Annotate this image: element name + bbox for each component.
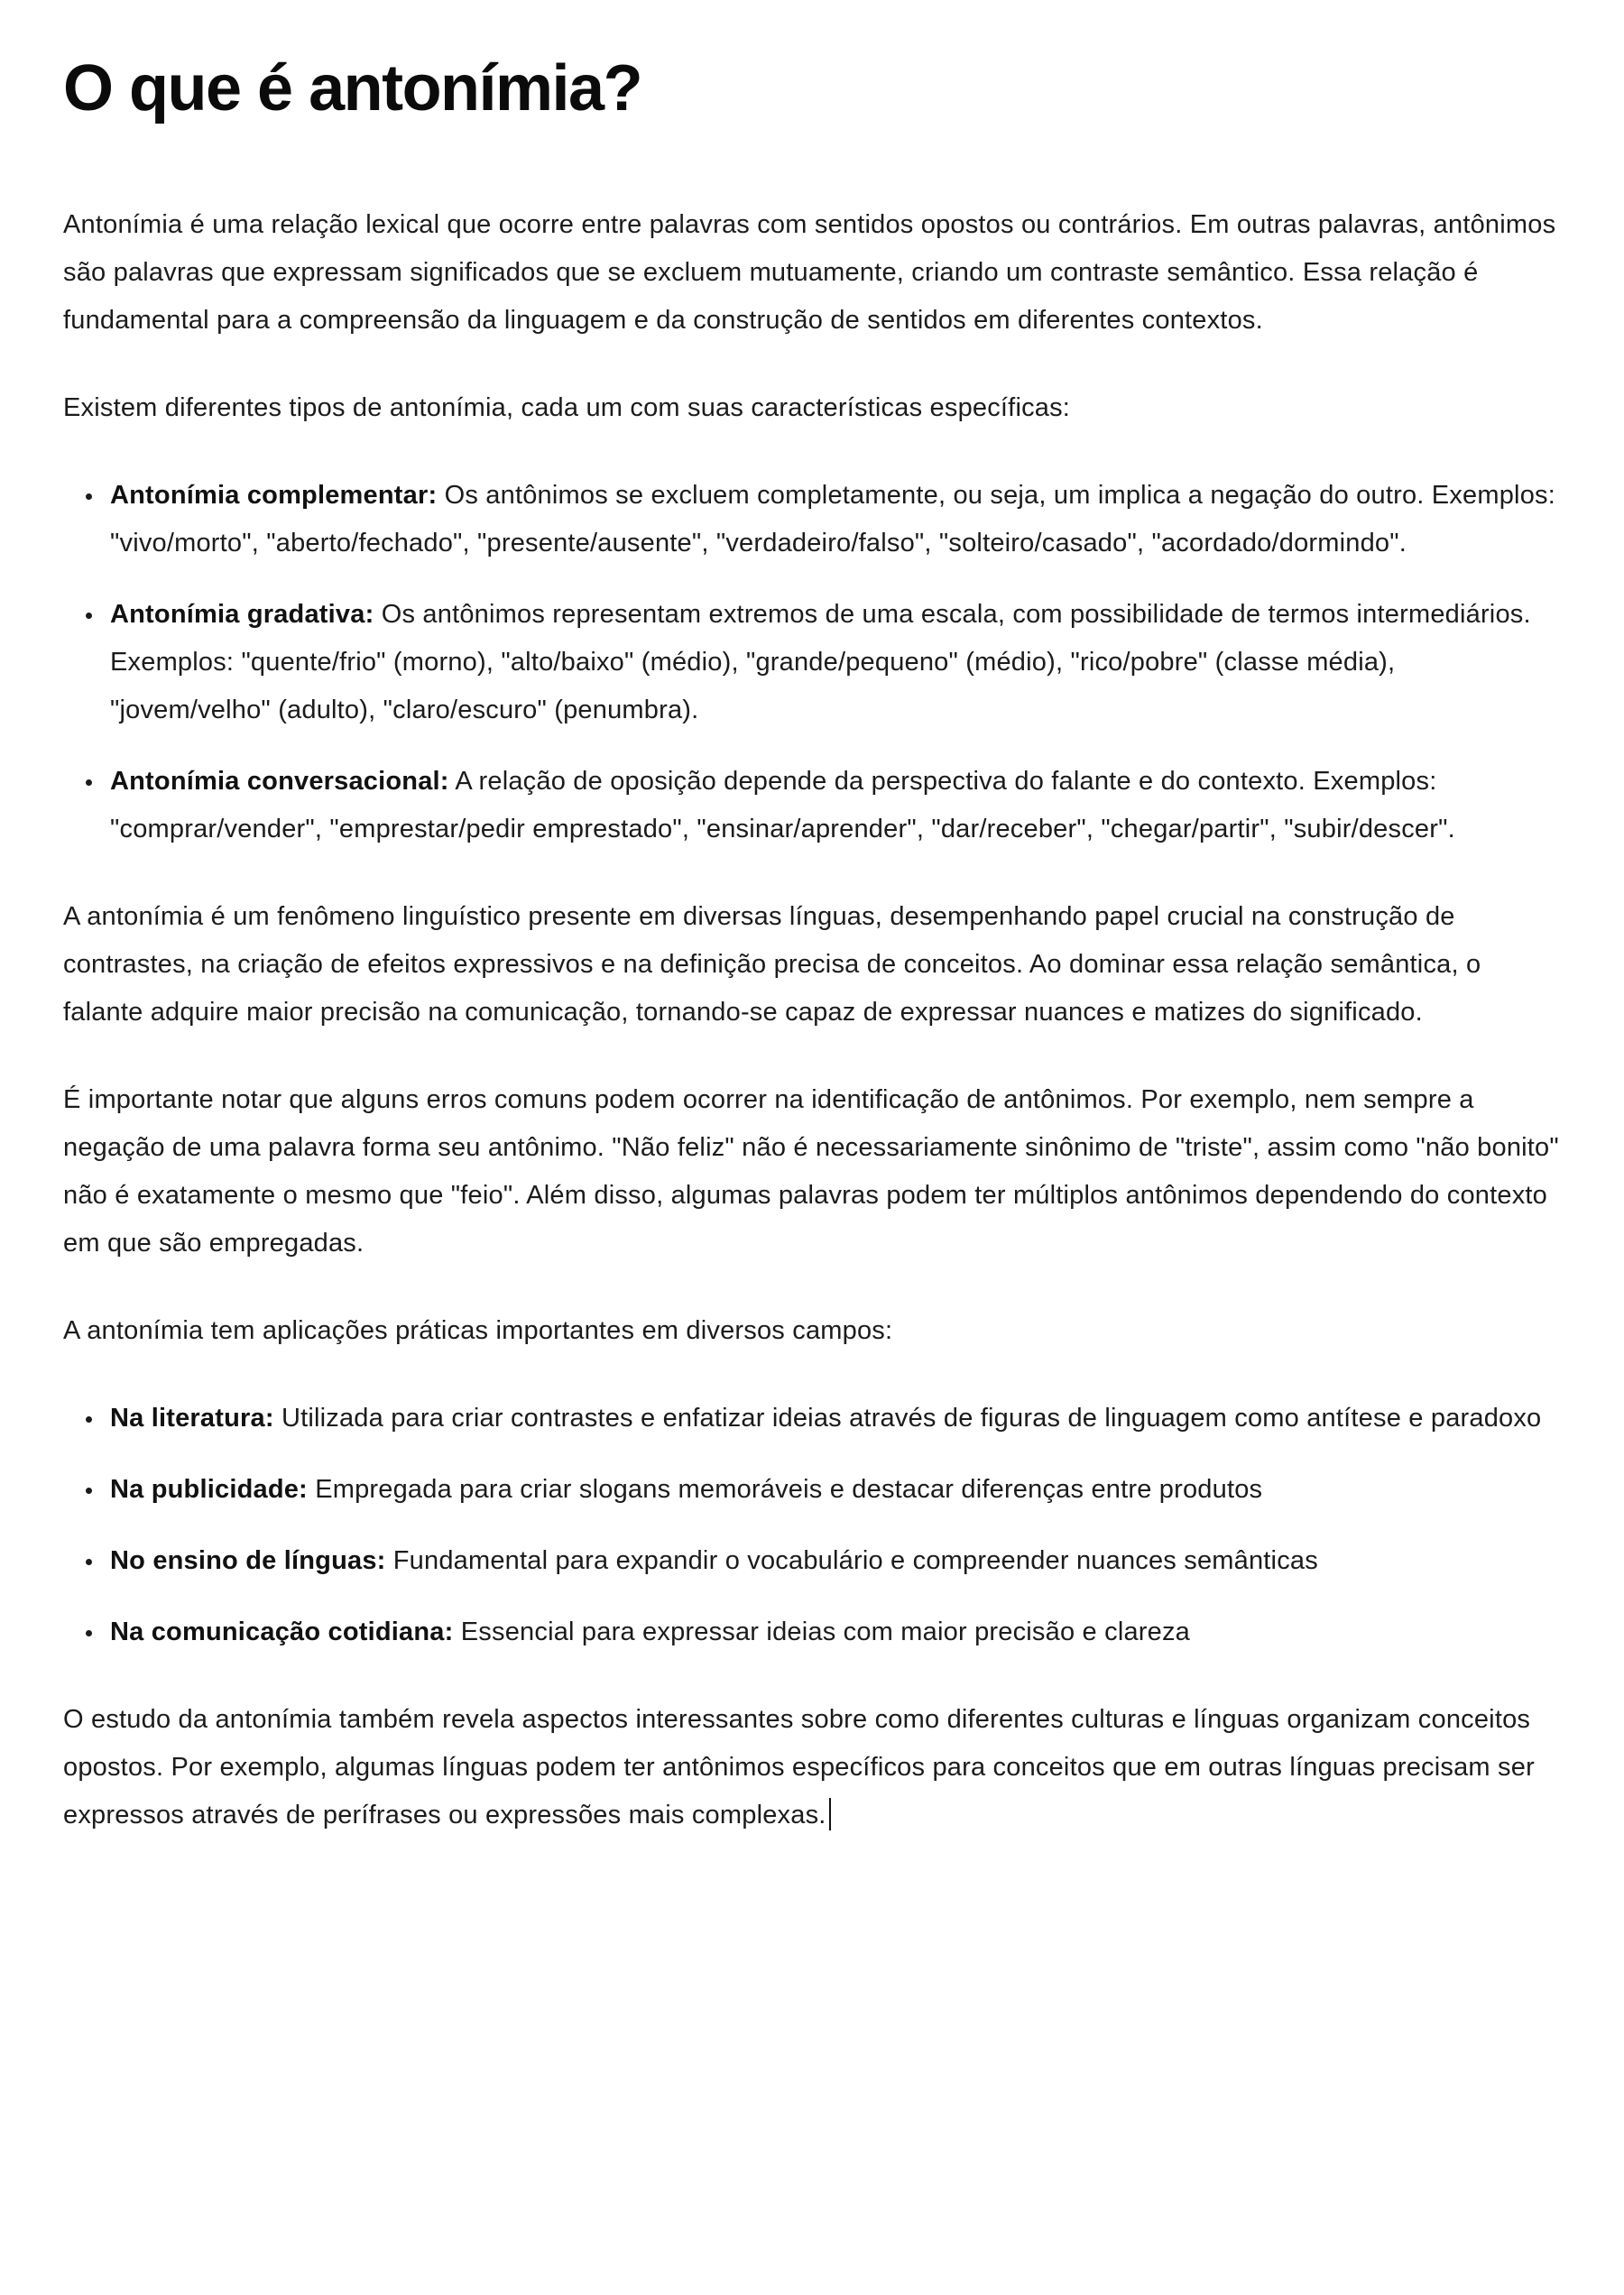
list-term: Antonímia conversacional: [110,766,449,796]
closing-paragraph[interactable] [63,1696,1561,1839]
closing-text: O estudo da antonímia também revela aspectos interessantes sobre como diferentes culturas e línguas organizam conceitos opostos. Por exemplo, algumas línguas podem ter antônimos específicos para conceitos que em outras línguas precisam ser expressos através de perífrases ou expressões mais complexas. [63,1704,1535,1830]
list-item-publicidade[interactable] [105,1466,1561,1514]
list-desc: Os antônimos representam extremos de uma escala, com possibilidade de termos intermediários. Exemplos: "quente/frio" (morno), "alto/baixo" (médio), "grande/pequeno" (médio), "rico/pobre" (classe média), "jovem/velho" (adulto), "claro/escuro" (penumbra). [110,599,1531,724]
list-desc: Empregada para criar slogans memoráveis e destacar diferenças entre produtos [315,1474,1263,1504]
applications-lead-paragraph[interactable]: A antonímia tem aplicações práticas importantes em diversos campos: [63,1315,893,1345]
list-item-ensino-linguas[interactable] [105,1537,1561,1585]
list-term: No ensino de línguas: [110,1545,386,1575]
antonymy-types-list [63,472,1561,853]
list-item-literatura[interactable] [105,1395,1561,1442]
list-term: Antonímia gradativa: [110,599,374,629]
list-desc: Utilizada para criar contrastes e enfatizar ideias através de figuras de linguagem como antítese e paradoxo [281,1403,1542,1433]
list-desc: A relação de oposição depende da perspectiva do falante e do contexto. Exemplos: "comprar/vender", "emprestar/pedir emprestado", "ensinar/aprender", "dar/receber", "chegar/partir", "subir/descer". [110,766,1455,843]
list-term: Antonímia complementar: [110,480,438,510]
phenomenon-paragraph[interactable]: A antonímia é um fenômeno linguístico presente em diversas línguas, desempenhando papel crucial na construção de contrastes, na criação de efeitos expressivos e na definição precisa de conceitos. Ao dominar essa relação semântica, o falante adquire maior precisão na comunicação, tornando-se capaz de expressar nuances e matizes do significado. [63,901,1481,1027]
text-cursor [829,1798,831,1830]
list-item-conversacional[interactable] [105,758,1561,853]
list-term: Na comunicação cotidiana: [110,1617,454,1646]
editor-content[interactable] [63,51,1561,1839]
list-desc: Essencial para expressar ideias com maior precisão e clareza [460,1617,1191,1646]
list-term: Na literatura: [110,1403,274,1433]
list-item-comunicacao-cotidiana[interactable] [105,1608,1561,1656]
types-lead-paragraph[interactable]: Existem diferentes tipos de antonímia, cada um com suas características específicas: [63,392,1071,422]
intro-paragraph[interactable]: Antonímia é uma relação lexical que ocorre entre palavras com sentidos opostos ou contrários. Em outras palavras, antônimos são palavras que expressam significados que se excluem mutuamente, criando um contraste semântico. Essa relação é fundamental para a compreensão da linguagem e da construção de sentidos em diferentes contextos. [63,209,1556,335]
list-item-complementar[interactable] [105,472,1561,567]
list-term: Na publicidade: [110,1474,308,1504]
applications-list [63,1395,1561,1656]
common-errors-paragraph[interactable]: É importante notar que alguns erros comuns podem ocorrer na identificação de antônimos. Por exemplo, nem sempre a negação de uma palavra forma seu antônimo. "Não feliz" não é necessariamente sinônimo de "triste", assim como "não bonito" não é exatamente o mesmo que "feio". Além disso, algumas palavras podem ter múltiplos antônimos dependendo do contexto em que são empregadas. [63,1084,1559,1258]
list-item-gradativa[interactable] [105,591,1561,734]
page-title: O que é antonímia? [63,52,642,124]
list-desc: Os antônimos se excluem completamente, ou seja, um implica a negação do outro. Exemplos: "vivo/morto", "aberto/fechado", "presente/ausente", "verdadeiro/falso", "solteiro/casado", "acordado/dormindo". [110,480,1555,558]
list-desc: Fundamental para expandir o vocabulário e compreender nuances semânticas [392,1545,1318,1575]
